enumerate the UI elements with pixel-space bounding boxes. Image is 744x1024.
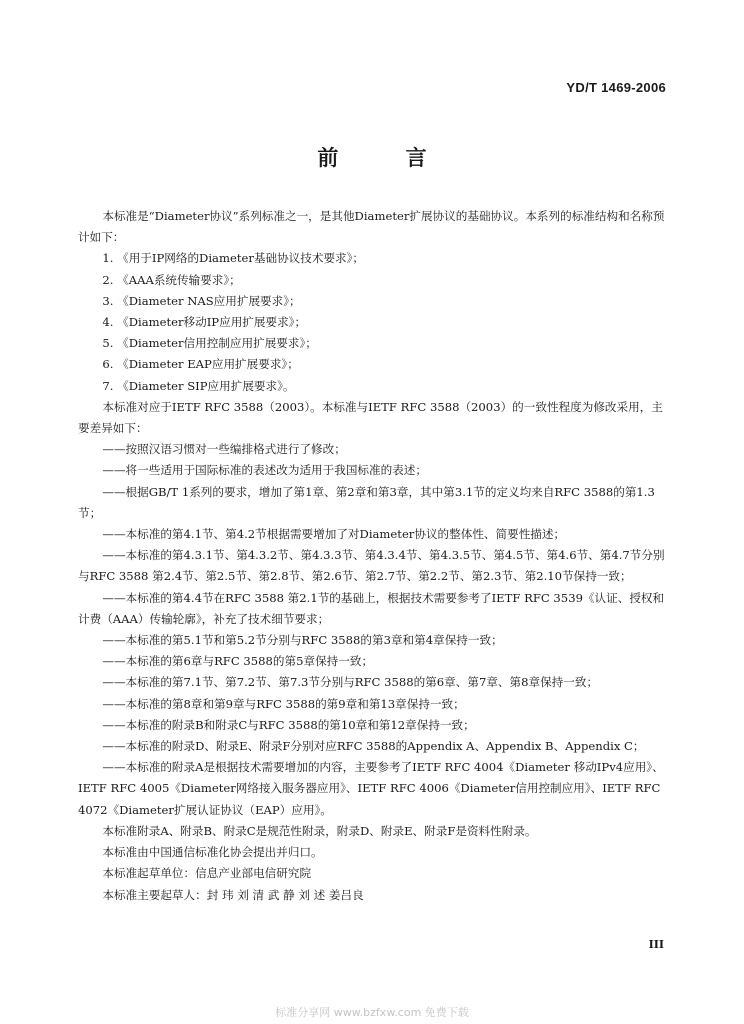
difference-item: ——根据GB/T 1系列的要求，增加了第1章、第2章和第3章，其中第3.1节的定义均来自RFC 3588的第1.3节； xyxy=(78,484,655,520)
difference-item: ——本标准的第4.3.1节、第4.3.2节、第4.3.3节、第4.3.4节、第4.3.5节、第4.5节、第4.6节、第4.7节分别与RFC 3588 第2.4节、第2.5节、第2.8节、第2.6节、第2.7节、第2.2节、第2.3节、第2.10节保持一致； xyxy=(78,548,665,584)
difference-item: ——本标准的附录A是根据技术需要增加的内容，主要参考了IETF RFC 4004《Diameter 移动IPv4应用》、IETF RFC 4005《Diameter网络接入服务器应用》、IETF RFC 4006《Diameter信用控制应用》、IETF RFC 4072《Diameter扩展认证协议（EAP）应用》。 xyxy=(78,760,664,817)
series-item: 6. 《Diameter EAP应用扩展要求》； xyxy=(102,357,299,372)
difference-item: ——本标准的附录D、附录E、附录F分别对应RFC 3588的Appendix A、Appendix B、Appendix C； xyxy=(102,739,645,754)
difference-item: ——本标准的第5.1节和第5.2节分别与RFC 3588的第3章和第4章保持一致； xyxy=(102,633,503,648)
page-title: 前 言 xyxy=(317,146,457,170)
standard-code: YD/T 1469-2006 xyxy=(566,80,666,95)
difference-item: ——按照汉语习惯对一些编排格式进行了修改； xyxy=(102,442,346,457)
series-item: 7. 《Diameter SIP应用扩展要求》。 xyxy=(102,378,295,393)
series-item: 4. 《Diameter移动IP应用扩展要求》； xyxy=(102,315,307,330)
page-number: III xyxy=(648,938,664,951)
drafters: 本标准主要起草人：封 玮 刘 清 武 静 刘 述 姜吕良 xyxy=(102,887,364,902)
difference-item: ——本标准的第6章与RFC 3588的第5章保持一致； xyxy=(102,654,374,669)
difference-item: ——本标准的第4.4节在RFC 3588 第2.1节的基础上，根据技术需要参考了IETF RFC 3539《认证、授权和计费（AAA）传输轮廓》，补充了技术细节要求； xyxy=(78,590,665,626)
difference-item: ——本标准的第4.1节、第4.2节根据需要增加了对Diameter协议的整体性、简要性描述； xyxy=(102,527,566,542)
difference-item: ——本标准的第8章和第9章与RFC 3588的第9章和第13章保持一致； xyxy=(102,696,465,711)
series-item: 2. 《AAA系统传输要求》； xyxy=(102,272,241,287)
difference-item: ——本标准的附录B和附录C与RFC 3588的第10章和第12章保持一致； xyxy=(102,717,475,732)
watermark: 标准分享网 www.bzfxw.com 免费下载 xyxy=(275,1006,469,1019)
difference-item: ——将一些适用于国际标准的表述改为适用于我国标准的表述； xyxy=(102,463,427,478)
difference-item: ——本标准的第7.1节、第7.2节、第7.3节分别与RFC 3588的第6章、第7章、第8章保持一致； xyxy=(102,675,599,690)
closing-paragraph: 本标准附录A、附录B、附录C是规范性附录，附录D、附录E、附录F是资料性附录。 xyxy=(102,823,537,838)
foreword-body xyxy=(78,206,670,906)
series-item: 5. 《Diameter信用控制应用扩展要求》； xyxy=(102,336,317,351)
drafting-unit: 本标准起草单位：信息产业部电信研究院 xyxy=(102,866,312,881)
closing-paragraph: 本标准由中国通信标准化协会提出并归口。 xyxy=(102,845,323,860)
relation-paragraph: 本标准对应于IETF RFC 3588（2003）。本标准与IETF RFC 3588（2003）的一致性程度为修改采用，主要差异如下： xyxy=(78,399,663,436)
series-item: 3. 《Diameter NAS应用扩展要求》； xyxy=(102,293,301,308)
series-item: 1. 《用于IP网络的Diameter基础协议技术要求》； xyxy=(102,251,365,266)
intro-paragraph: 本标准是“Diameter协议”系列标准之一，是其他Diameter扩展协议的基础协议。本系列的标准结构和名称预计如下： xyxy=(78,209,665,245)
